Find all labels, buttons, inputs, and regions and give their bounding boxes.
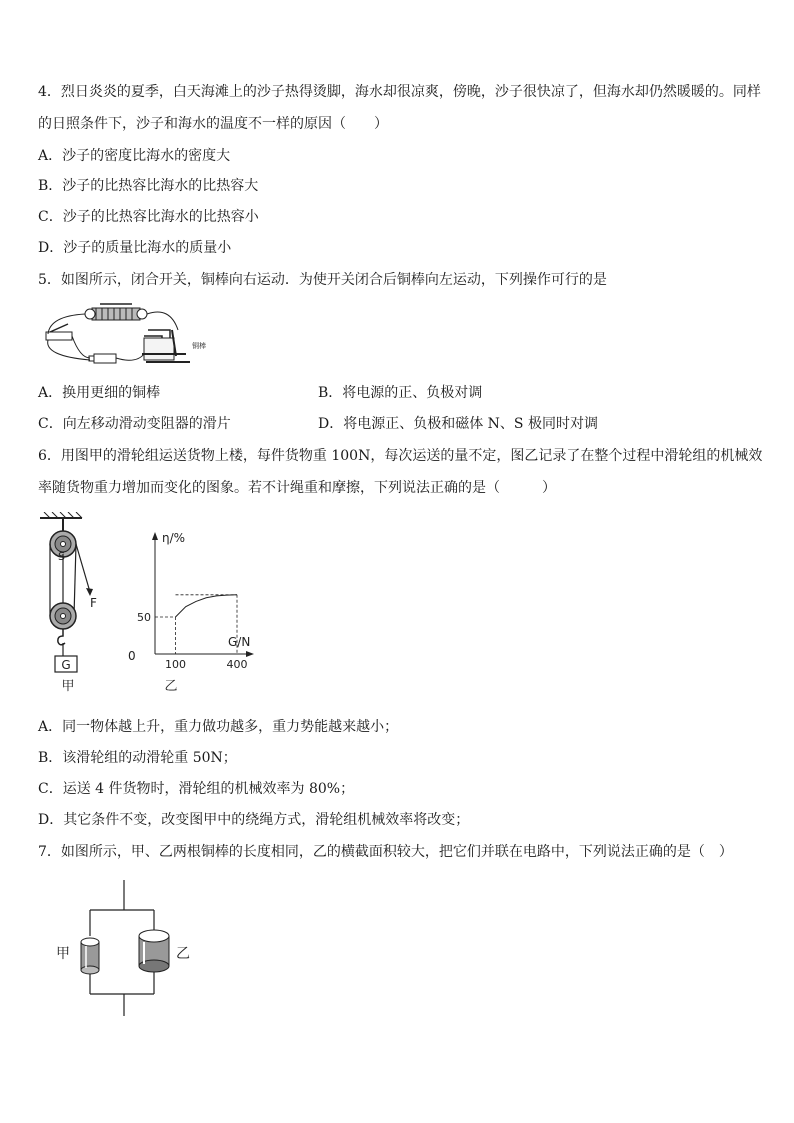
magnet-with-copper-rod xyxy=(142,330,190,362)
q6-option-a: A．同一物体越上升，重力做功越多，重力势能越来越小； xyxy=(38,719,399,735)
q4-option-d: D．沙子的质量比海水的质量小 xyxy=(38,240,232,256)
q5-option-c: C．向左移动滑动变阻器的滑片 xyxy=(38,416,231,432)
figure-jia-label: 甲 xyxy=(61,679,75,694)
q4-stem-line1: 4．烈日炎炎的夏季，白天海滩上的沙子热得烫脚，海水却很凉爽，傍晚，沙子很快凉了，但海水却仍然暖暖的。同样 xyxy=(38,84,761,100)
q5-option-d: D．将电源正、负极和磁体 N、S 极同时对调 xyxy=(318,416,598,432)
origin-label: 0 xyxy=(128,649,136,663)
q6-stem-line2: 率随货物重力增加而变化的图象。若不计绳重和摩擦，下列说法正确的是（ ） xyxy=(38,480,556,496)
q7-stem: 7．如图所示，甲、乙两根铜棒的长度相同，乙的横截面积较大，把它们并联在电路中，下列说法正确的是（ ） xyxy=(38,844,733,860)
q6-option-b: B．该滑轮组的动滑轮重 50N； xyxy=(38,750,237,766)
svg-text:S: S xyxy=(58,550,65,563)
ceiling xyxy=(40,512,82,518)
movable-pulley xyxy=(50,603,76,629)
x-axis-label: G/N xyxy=(228,635,251,649)
q5-option-a: A．换用更细的铜棒 xyxy=(38,385,161,401)
force-label: F xyxy=(90,596,97,610)
x-axis-arrow xyxy=(246,651,254,657)
rheostat xyxy=(85,304,147,320)
q5-option-b: B．将电源的正、负极对调 xyxy=(318,385,483,401)
force-arrow xyxy=(76,544,93,596)
copper-rod-label: 铜棒 xyxy=(192,342,206,350)
q6-pulley-figure xyxy=(36,512,116,696)
q4-option-a: A．沙子的密度比海水的密度大 xyxy=(38,148,231,164)
rod-yi-label: 乙 xyxy=(176,946,190,962)
x-tick-label-400: 400 xyxy=(226,658,248,671)
q4-option-c: C．沙子的比热容比海水的比热容小 xyxy=(38,209,259,225)
q5-stem: 5．如图所示，闭合开关，铜棒向右运动．为使开关闭合后铜棒向左运动，下列操作可行的是 xyxy=(38,272,607,288)
weight-label: G xyxy=(61,658,71,672)
switch xyxy=(46,324,72,340)
copper-rod-jia xyxy=(81,938,99,974)
q5-circuit-figure xyxy=(40,296,240,368)
y-axis-arrow xyxy=(152,532,158,540)
y-axis-label: η/% xyxy=(162,531,186,545)
figure-yi-label: 乙 xyxy=(164,679,178,694)
rod-jia-label: 甲 xyxy=(56,946,70,962)
q6-stem-line1: 6．用图甲的滑轮组运送货物上楼，每件货物重 100N，每次运送的量不定，图乙记录了在整个过程中滑轮组的机械效 xyxy=(38,448,763,464)
q6-efficiency-chart xyxy=(112,522,262,700)
y-tick-label-50: 50 xyxy=(137,611,151,624)
q6-option-c: C．运送 4 件货物时，滑轮组的机械效率为 80%； xyxy=(38,781,355,797)
x-tick-label-100: 100 xyxy=(165,658,186,671)
copper-rod-yi xyxy=(139,930,169,972)
q6-option-d: D．其它条件不变，改变图甲中的绕绳方式，滑轮组机械效率将改变； xyxy=(38,812,470,828)
q4-option-b: B．沙子的比热容比海水的比热容大 xyxy=(38,178,259,194)
efficiency-curve xyxy=(176,595,238,617)
battery xyxy=(89,354,116,363)
q7-parallel-circuit-figure xyxy=(50,880,210,1020)
q4-stem-line2: 的日照条件下，沙子和海水的温度不一样的原因（ ） xyxy=(38,116,388,132)
